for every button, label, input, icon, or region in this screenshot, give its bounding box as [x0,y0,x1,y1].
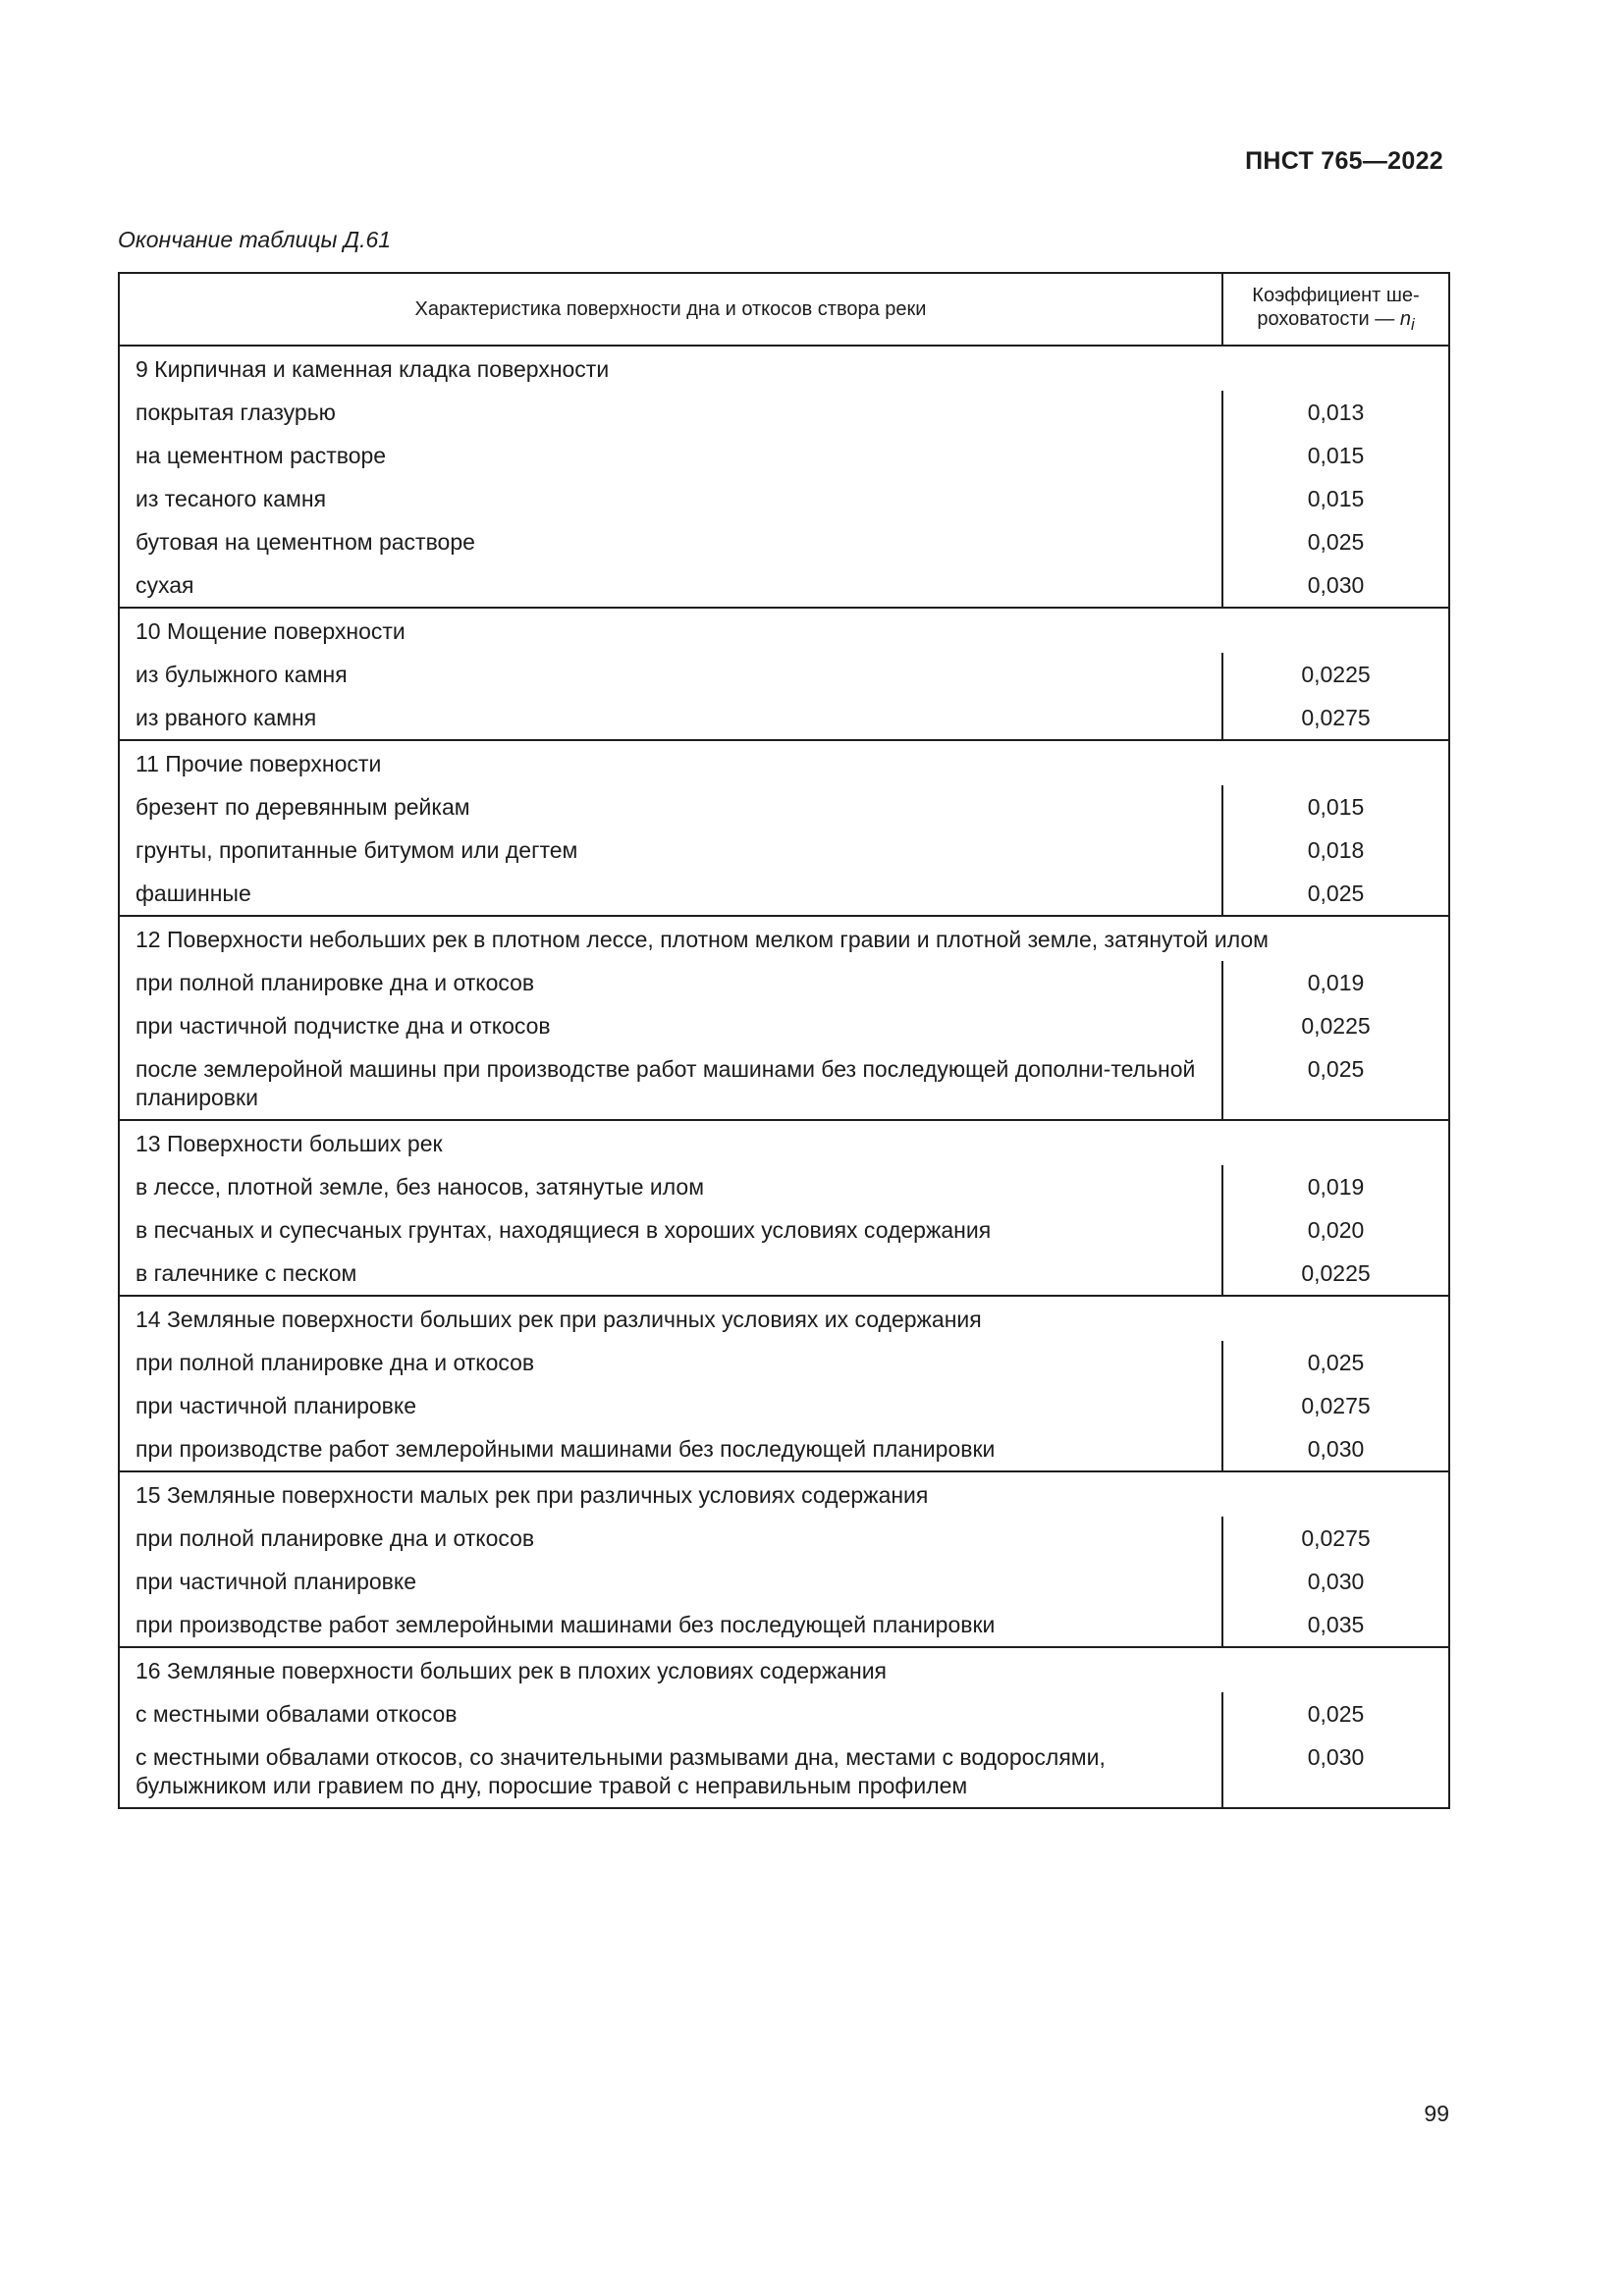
column-header-coefficient-line1: Коэффициент ше- [1252,285,1420,306]
row-value: 0,030 [1222,1735,1449,1808]
table-row [119,1384,1449,1427]
row-value: 0,015 [1222,477,1449,520]
coefficient-subscript: i [1410,315,1415,334]
row-value: 0,015 [1222,434,1449,477]
table-row [119,1692,1449,1735]
roughness-table [118,272,1450,1809]
table-row [119,1047,1449,1120]
page-number: 99 [1424,2101,1449,2126]
group-title: 13 Поверхности больших рек [119,1120,1449,1165]
table-row [119,1560,1449,1603]
table-row [119,434,1449,477]
row-label: при полной планировке дна и откосов [135,1525,535,1551]
row-label: в лессе, плотной земле, без наносов, затянутые илом [135,1174,705,1200]
group-row [119,916,1449,961]
row-value: 0,025 [1222,520,1449,563]
group-row [119,1120,1449,1165]
row-value: 0,0275 [1222,1384,1449,1427]
row-value: 0,035 [1222,1603,1449,1647]
row-value: 0,030 [1222,1560,1449,1603]
table-row [119,872,1449,916]
table-row [119,653,1449,696]
row-label: из тесаного камня [135,486,327,511]
table-row [119,1427,1449,1471]
row-value: 0,025 [1222,1341,1449,1384]
table-row [119,1517,1449,1560]
row-label: при полной планировке дна и откосов [135,1350,535,1375]
table-row [119,1341,1449,1384]
row-value: 0,0225 [1222,1004,1449,1047]
row-label: с местными обвалами откосов [135,1701,458,1727]
row-label: бутовая на цементном растворе [135,529,475,555]
row-label: фашинные [135,881,251,906]
table-row [119,1252,1449,1296]
group-row [119,740,1449,785]
row-value: 0,019 [1222,961,1449,1004]
row-label: при частичной подчистке дна и откосов [135,1013,551,1039]
table-row [119,696,1449,740]
group-title: 15 Земляные поверхности малых рек при различных условиях содержания [119,1471,1449,1517]
group-title: 10 Мощение поверхности [119,608,1449,653]
row-label: при частичной планировке [135,1393,416,1418]
group-row [119,1296,1449,1341]
row-label: при частичной планировке [135,1569,416,1594]
group-row [119,1471,1449,1517]
table-row [119,1603,1449,1647]
row-label: с местными обвалами откосов, со значительными размывами дна, местами с водорослями, булыжником или гравием по дну, поросшие травой с неправильным профилем [135,1744,1106,1798]
row-value: 0,013 [1222,391,1449,434]
row-label: при производстве работ землеройными машинами без последующей планировки [135,1612,996,1637]
table-row [119,563,1449,608]
row-value: 0,030 [1222,1427,1449,1471]
table-caption: Окончание таблицы Д.61 [118,227,392,252]
row-label: покрытая глазурью [135,400,336,425]
table-body [119,346,1449,1808]
row-value: 0,025 [1222,1047,1449,1120]
group-title: 16 Земляные поверхности больших рек в плохих условиях содержания [119,1647,1449,1692]
group-title: 9 Кирпичная и каменная кладка поверхности [135,356,610,382]
row-label: в песчаных и супесчаных грунтах, находящиеся в хороших условиях содержания [135,1217,992,1243]
row-value: 0,019 [1222,1165,1449,1208]
row-label: после землеройной машины при производстве работ машинами без последующей дополни-тельной планировки [135,1056,1196,1110]
row-label: сухая [135,572,194,598]
group-row [119,346,1449,391]
row-label: на цементном растворе [135,443,387,468]
column-header-coefficient-line2: роховатости — [1257,308,1400,330]
table-row [119,1004,1449,1047]
row-label: при полной планировке дна и откосов [135,970,535,995]
row-label: брезент по деревянным рейкам [135,794,470,820]
row-value: 0,025 [1222,872,1449,916]
row-value: 0,0225 [1222,1252,1449,1296]
table-row [119,520,1449,563]
table-row [119,1735,1449,1808]
table-row [119,785,1449,828]
group-row [119,1647,1449,1692]
row-label: из булыжного камня [135,662,348,687]
table-row [119,828,1449,872]
table-row [119,1165,1449,1208]
row-value: 0,018 [1222,828,1449,872]
group-title: 14 Земляные поверхности больших рек при различных условиях их содержания [119,1296,1449,1341]
row-value: 0,0225 [1222,653,1449,696]
table-header-row [119,273,1449,346]
table-row [119,961,1449,1004]
group-row [119,608,1449,653]
row-label: при производстве работ землеройными машинами без последующей планировки [135,1436,996,1462]
group-title: 11 Прочие поверхности [119,740,1449,785]
table-row [119,1208,1449,1252]
coefficient-symbol: n [1399,308,1411,330]
column-header-coefficient [1222,273,1449,346]
column-header-characteristic: Характеристика поверхности дна и откосов створа реки [119,273,1222,346]
row-value: 0,0275 [1222,696,1449,740]
row-value: 0,020 [1222,1208,1449,1252]
row-value: 0,015 [1222,785,1449,828]
table-row [119,391,1449,434]
group-title: 12 Поверхности небольших рек в плотном лессе, плотном мелком гравии и плотной земле, затянутой илом [119,916,1449,961]
row-value: 0,025 [1222,1692,1449,1735]
row-value: 0,030 [1222,563,1449,608]
table-row [119,477,1449,520]
row-label: в галечнике с песком [135,1260,357,1286]
row-value: 0,0275 [1222,1517,1449,1560]
document-code: ПНСТ 765—2022 [1245,147,1443,175]
row-label: из рваного камня [135,705,317,730]
row-label: грунты, пропитанные битумом или дегтем [135,837,578,863]
